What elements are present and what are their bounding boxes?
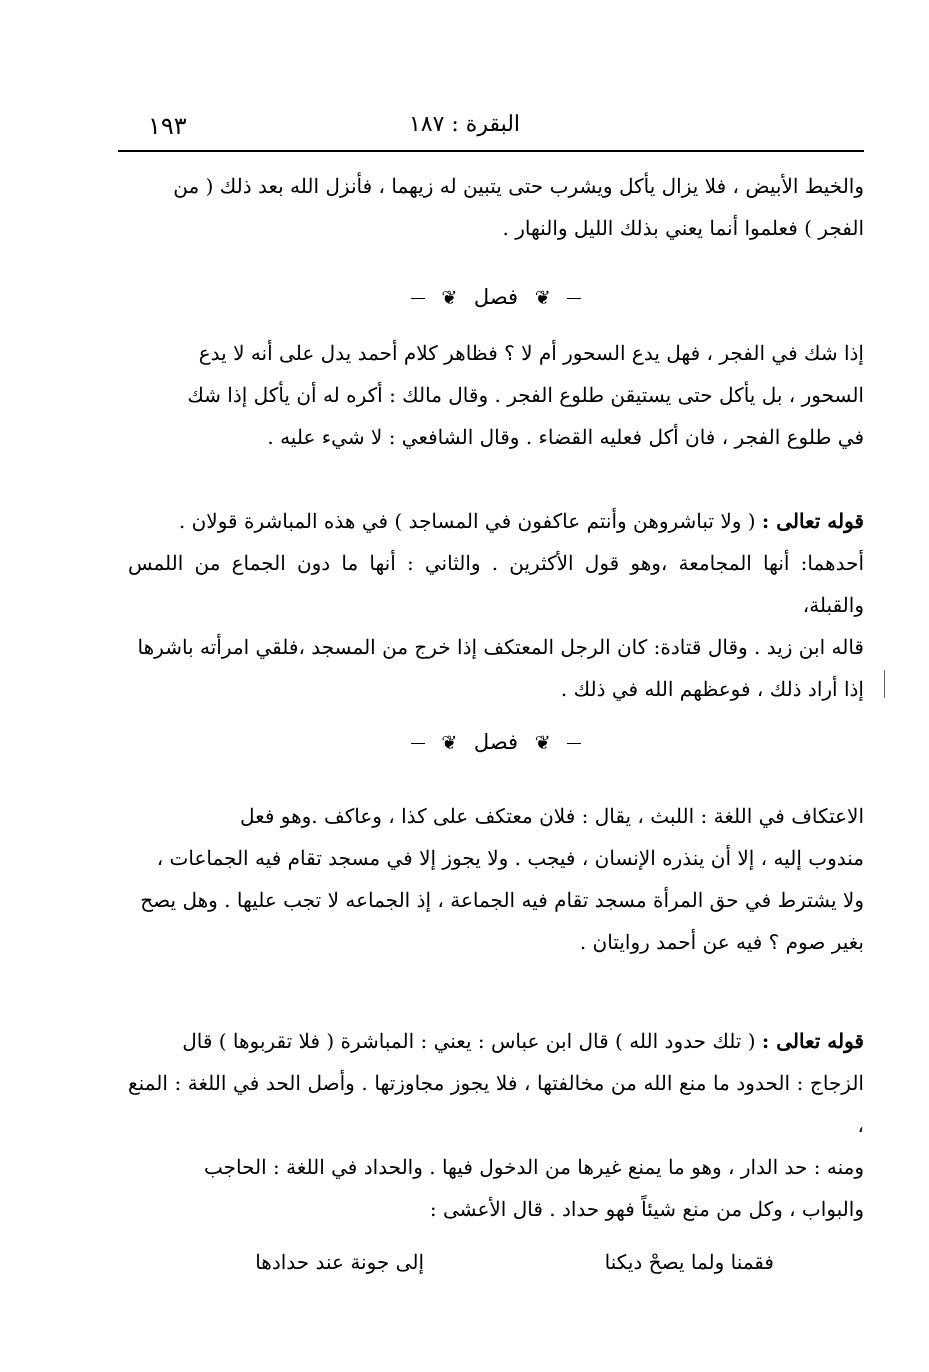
- section-title: فصل: [473, 285, 519, 309]
- page-number: ١٩٣: [148, 112, 187, 140]
- text-line: الزجاج : الحدود ما منع الله من مخالفتها ، فلا يجوز مجاوزتها . وأصل الحد في اللغة : المنع ،: [128, 1071, 864, 1137]
- ornament-icon: ❦: [534, 287, 551, 309]
- text-line: بغير صوم ؟ فيه عن أحمد روايتان .: [579, 930, 864, 954]
- paragraph-continuation: [128, 165, 864, 249]
- paragraph: [128, 500, 864, 710]
- lead-phrase: قوله تعالى :: [761, 509, 864, 533]
- text-line: قاله ابن زيد . وقال قتادة: كان الرجل المعتكف إذا خرج من المسجد ،فلقي امرأته باشرها: [137, 635, 864, 659]
- text-line: [128, 500, 864, 542]
- paragraph: [128, 795, 864, 963]
- running-header: البقرة : ١٨٧: [408, 112, 521, 137]
- ornament-icon: ❦: [441, 732, 458, 754]
- text-line: في طلوع الفجر ، فان أكل فعليه القضاء . وقال الشافعي : لا شيء عليه .: [267, 425, 864, 449]
- ornament-line: [411, 743, 425, 744]
- text-line: إذا شك في الفجر ، فهل يدع السحور أم لا ؟ فظاهر كلام أحمد يدل على أنه لا يدع: [198, 341, 864, 365]
- text-line: إذا أراد ذلك ، فوعظهم الله في ذلك .: [560, 677, 864, 701]
- text-line: [128, 1020, 864, 1062]
- section-heading: [128, 285, 864, 309]
- margin-mark: [884, 670, 885, 698]
- lead-phrase: قوله تعالى :: [761, 1029, 864, 1053]
- text-line: الاعتكاف في اللغة : اللبث ، يقال : فلان معتكف على كذا ، وعاكف .وهو فعل: [240, 804, 864, 828]
- text-line: ومنه : حد الدار ، وهو ما يمنع غيرها من الدخول فيها . والحداد في اللغة : الحاجب: [204, 1155, 864, 1179]
- text-line: مندوب إليه ، إلا أن ينذره الإنسان ، فيجب . ولا يجوز إلا في مسجد تقام فيه الجماعات ،: [156, 846, 864, 870]
- ornament-icon: ❦: [441, 287, 458, 309]
- paragraph: [128, 1020, 864, 1230]
- ornament-icon: ❦: [534, 732, 551, 754]
- text-line: والخيط الأبيض ، فلا يزال يأكل ويشرب حتى يتبين له زيهما ، فأنزل الله بعد ذلك ( من: [173, 174, 864, 198]
- verse-hemistich: فقمنا ولما يصحْ ديكنا: [604, 1250, 774, 1274]
- section-heading: [128, 730, 864, 754]
- text-line: ولا يشترط في حق المرأة مسجد تقام فيه الجماعة ، إذ الجماعه لا تجب عليها . وهل يصح: [140, 888, 864, 912]
- header-rule: [118, 150, 864, 152]
- verse-quote: ( ولا تباشروهن وأنتم عاكفون في المساجد ) في هذه المباشرة قولان .: [178, 509, 756, 533]
- ornament-line: [567, 298, 581, 299]
- text-line: السحور ، بل يأكل حتى يستيقن طلوع الفجر . وقال مالك : أكره له أن يأكل إذا شك: [187, 383, 864, 407]
- verse-hemistich: إلى جونة عند حدادها: [255, 1250, 424, 1274]
- text-line: الفجر ) فعلموا أنما يعني بذلك الليل والنهار .: [502, 216, 864, 240]
- paragraph: [128, 332, 864, 458]
- ornament-line: [411, 298, 425, 299]
- text-line: أحدهما: أنها المجامعة ،وهو قول الأكثرين . والثاني : أنها ما دون الجماع من اللمس والقبلة،: [128, 551, 864, 617]
- text-line: والبواب ، وكل من منع شيئاً فهو حداد . قال الأعشى :: [429, 1197, 864, 1221]
- verse-quote: ( تلك حدود الله ) قال ابن عباس : يعني : المباشرة ( فلا تقربوها ) قال: [182, 1029, 756, 1053]
- section-title: فصل: [473, 730, 519, 754]
- ornament-line: [567, 743, 581, 744]
